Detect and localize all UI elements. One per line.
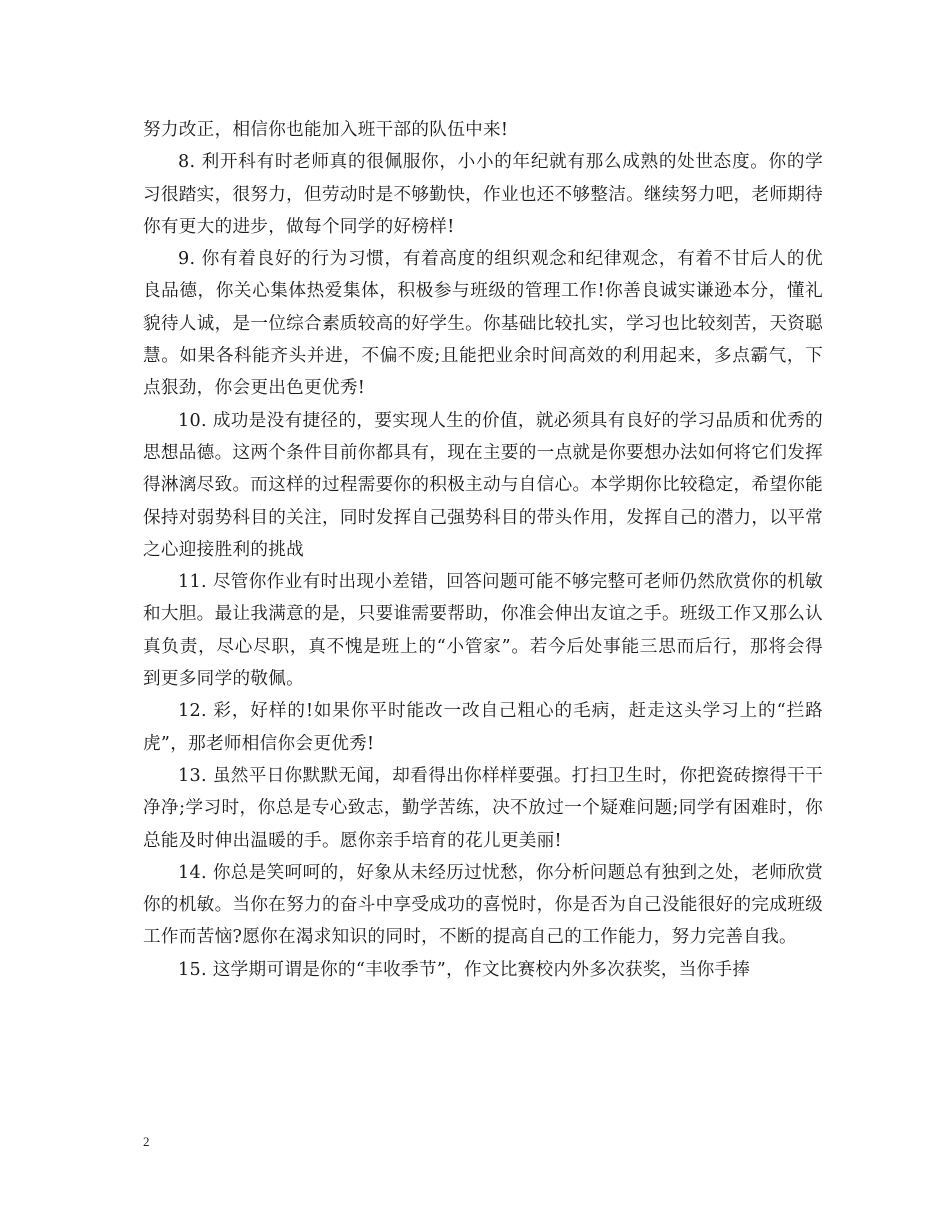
paragraph-item-9: 9. 你有着良好的行为习惯，有着高度的组织观念和纪律观念，有着不甘后人的优良品德，你关心集体热爱集体，积极参与班级的管理工作!你善良诚实谦逊本分，懂礼貌待人诚，是一位综合素质较高的好学生。你基础比较扎实，学习也比较刻苦，天资聪慧。如果各科能齐头并进，不偏不废;且能把业余时间高效的利用起来，多点霸气，下点狠劲，你会更出色更优秀! [143,249,823,399]
paragraph-item-10: 10. 成功是没有捷径的，要实现人生的价值，就必须具有良好的学习品质和优秀的思想品德。这两个条件目前你都具有，现在主要的一点就是你要想办法如何将它们发挥得淋漓尽致。而这样的过程需要你的积极主动与自信心。本学期你比较稳定，希望你能保持对弱势科目的关注，同时发挥自己强势科目的带头作用，发挥自己的潜力，以平常之心迎接胜利的挑战 [143,410,823,560]
paragraph-item-11: 11. 尽管你作业有时出现小差错，回答问题可能不够完整可老师仍然欣赏你的机敏和大胆。最让我满意的是，只要谁需要帮助，你准会伸出友谊之手。班级工作又那么认真负责，尽心尽职，真不愧是班上的“小管家”。若今后处事能三思而后行，那将会得到更多同学的敬佩。 [143,572,823,690]
document-body [143,114,823,986]
paragraph-item-8: 8. 利开科有时老师真的很佩服你，小小的年纪就有那么成熟的处世态度。你的学习很踏实，很努力，但劳动时是不够勤快，作业也还不够整洁。继续努力吧，老师期待你有更大的进步，做每个同学的好榜样! [143,152,823,237]
paragraph-item-12: 12. 彩，好样的!如果你平时能改一改自己粗心的毛病，赶走这头学习上的“拦路虎”，那老师相信你会更优秀! [143,701,823,754]
paragraph-item-13: 13. 虽然平日你默默无闻，却看得出你样样要强。打扫卫生时，你把瓷砖擦得干干净净;学习时，你总是专心致志，勤学苦练，决不放过一个疑难问题;同学有困难时，你总能及时伸出温暖的手。愿你亲手培育的花儿更美丽! [143,765,823,851]
page-number: 2 [143,1134,150,1149]
paragraph-item-15: 15. 这学期可谓是你的“丰收季节”，作文比赛校内外多次获奖，当你手捧 [178,959,751,980]
paragraph-continuation: 努力改正，相信你也能加入班干部的队伍中来! [143,120,509,140]
paragraph-item-14: 14. 你总是笑呵呵的，好象从未经历过忧愁，你分析问题总有独到之处，老师欣赏你的机敏。当你在努力的奋斗中享受成功的喜悦时，你是否为自己没能很好的完成班级工作而苦恼?愿你在渴求知识的同时，不断的提高自己的工作能力，努力完善自我。 [143,862,823,948]
